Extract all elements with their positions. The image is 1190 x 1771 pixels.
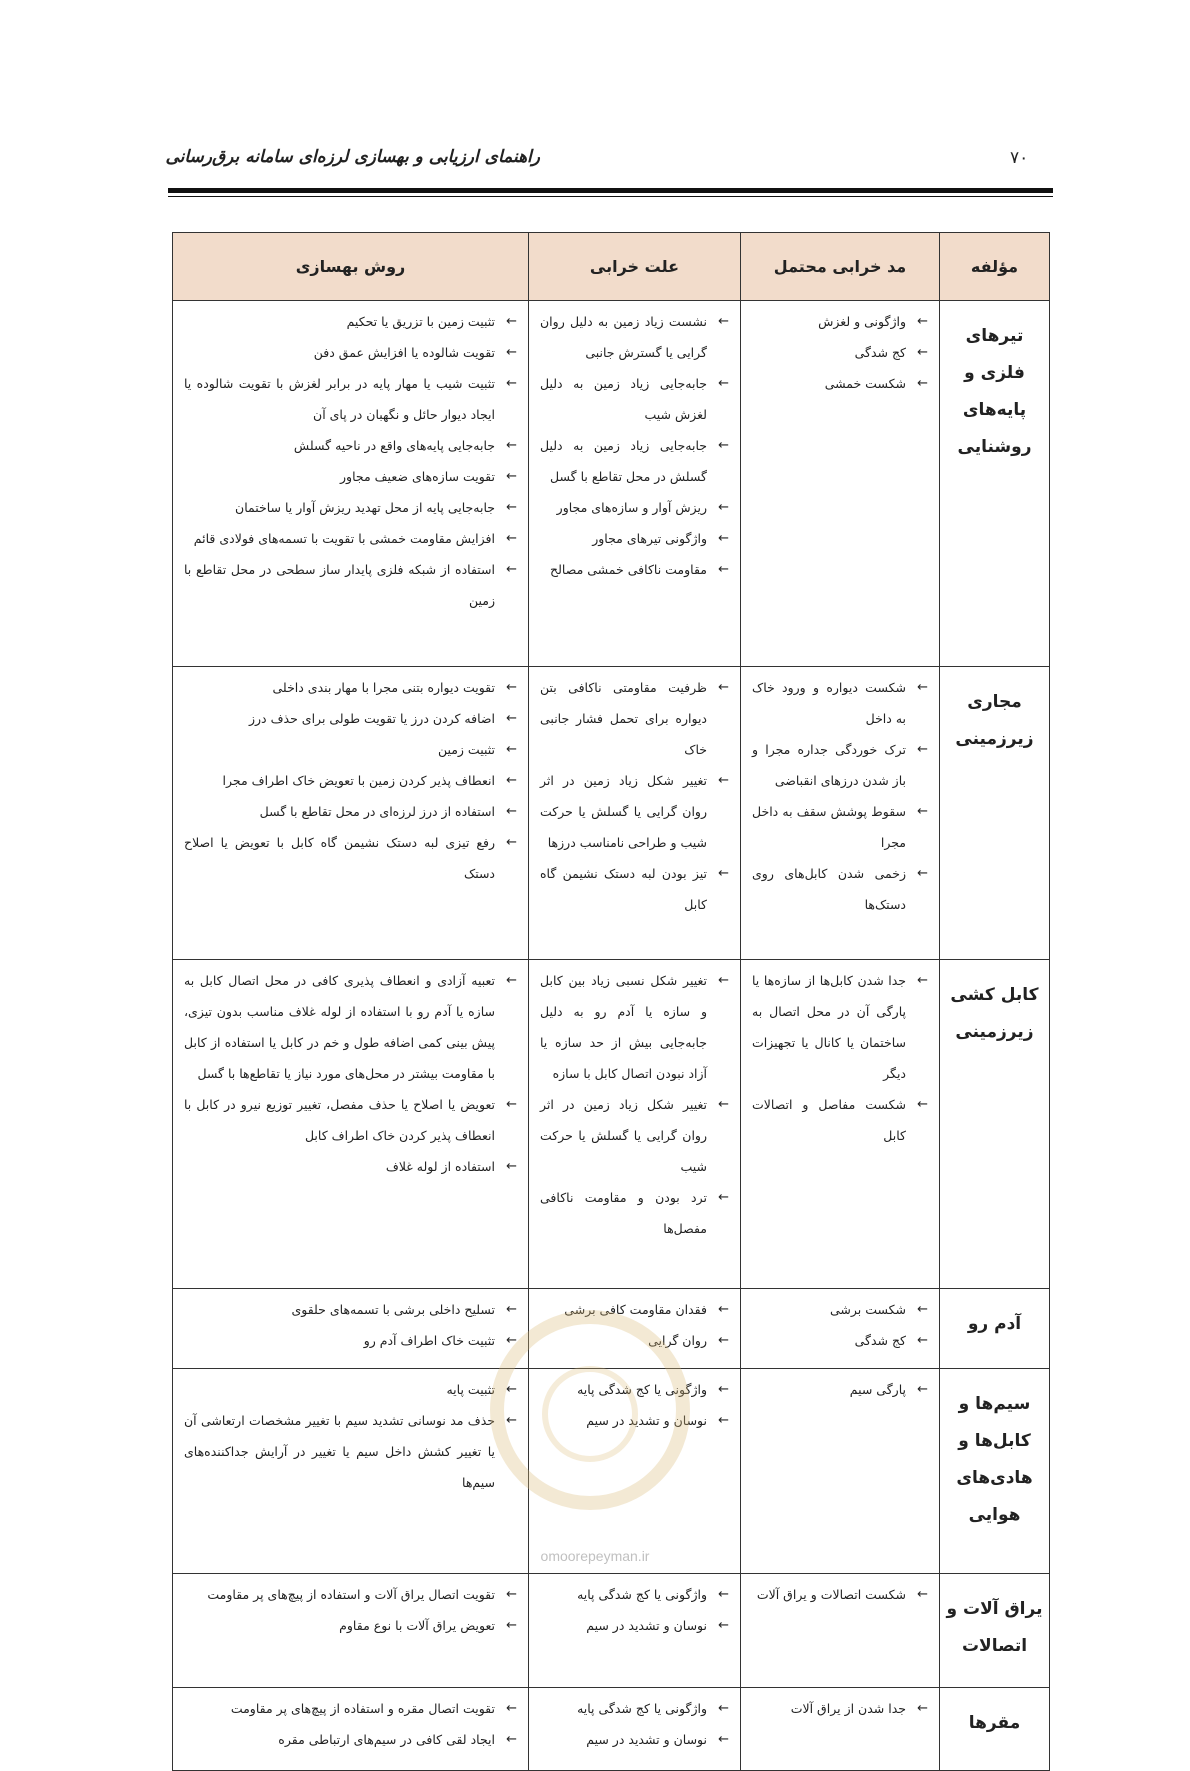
cause-list — [530, 961, 739, 1252]
method-item: ← ایجاد لقی کافی در سیم‌های ارتباطی مقره — [184, 1724, 517, 1755]
table-row — [173, 1574, 1050, 1688]
failure-mode-cell — [741, 1688, 940, 1771]
failure-mode-list — [742, 1575, 938, 1618]
method-item: ← تقویت اتصال مقره و استفاده از پیچ‌های پر مقاومت — [184, 1693, 517, 1724]
component-cell: یراق آلات و اتصالات — [940, 1574, 1050, 1688]
method-cell — [173, 1688, 529, 1771]
watermark-text: omoorepeyman.ir — [540, 1548, 650, 1564]
cause-item: ← نشست زیاد زمین به دلیل روان گرایی یا گسترش جانبی — [540, 306, 729, 368]
failure-mode-cell — [741, 1289, 940, 1369]
cause-item: ← واژگونی یا کج شدگی پایه — [540, 1579, 729, 1610]
method-item: ← استفاده از درز لرزه‌ای در محل تقاطع با گسل — [184, 796, 517, 827]
cause-item: ← ترد بودن و مقاومت ناکافی مفصل‌ها — [540, 1182, 729, 1244]
method-item: ← انعطاف پذیر کردن زمین با تعویض خاک اطراف مجرا — [184, 765, 517, 796]
method-item: ← تسلیح داخلی برشی با تسمه‌های حلقوی — [184, 1294, 517, 1325]
failure-mode-item: ← جدا شدن از یراق آلات — [752, 1693, 928, 1724]
method-list — [174, 1575, 527, 1649]
cause-cell — [529, 960, 741, 1289]
cause-item: ← تغییر شکل زیاد زمین در اثر روان گرایی یا گسلش یا حرکت شیب و طراحی نامناسب درزها — [540, 765, 729, 858]
method-item: ← تقویت اتصال یراق آلات و استفاده از پیچ‌های پر مقاومت — [184, 1579, 517, 1610]
method-item: ← تقویت شالوده یا افزایش عمق دفن — [184, 337, 517, 368]
method-item: ← حذف مد نوسانی تشدید سیم با تغییر مشخصات ارتعاشی آن یا تغییر کشش داخل سیم یا تغییر در آرایش جداکننده‌های سیم‌ها — [184, 1405, 517, 1498]
header-method: روش بهسازی — [173, 233, 529, 301]
method-cell — [173, 667, 529, 960]
method-item: ← تقویت دیواره بتنی مجرا با مهار بندی داخلی — [184, 672, 517, 703]
cause-list — [530, 1290, 739, 1364]
method-list — [174, 302, 527, 624]
cause-item: ← ریزش آوار و سازه‌های مجاور — [540, 492, 729, 523]
failure-mode-item: ← سقوط پوشش سقف به داخل مجرا — [752, 796, 928, 858]
method-item: ← جابه‌جایی پایه‌های واقع در ناحیه گسلش — [184, 430, 517, 461]
cause-item: ← ظرفیت مقاومتی ناکافی بتن دیواره برای تحمل فشار جانبی خاک — [540, 672, 729, 765]
method-cell — [173, 301, 529, 667]
failure-mode-list — [742, 1689, 938, 1732]
table-row — [173, 667, 1050, 960]
table-row — [173, 1688, 1050, 1771]
cause-item: ← روان گرایی — [540, 1325, 729, 1356]
page-number: ۷۰ — [1010, 148, 1029, 168]
method-item: ← تعویض یا اصلاح یا حذف مفصل، تغییر توزیع نیرو در کابل با انعطاف پذیر کردن خاک اطراف کابل — [184, 1089, 517, 1151]
cause-item: ← واژگونی یا کج شدگی پایه — [540, 1374, 729, 1405]
failure-mode-item: ← کج شدگی — [752, 337, 928, 368]
component-cell: تیرهای فلزی و پایه‌های روشنایی — [940, 301, 1050, 667]
failure-mode-item: ← شکست مفاصل و اتصالات کابل — [752, 1089, 928, 1151]
component-cell: آدم رو — [940, 1289, 1050, 1369]
failure-mode-item: ← پارگی سیم — [752, 1374, 928, 1405]
failure-mode-item: ← واژگونی و لغزش — [752, 306, 928, 337]
component-cell: مجاری زیرزمینی — [940, 667, 1050, 960]
cause-item: ← جابه‌جایی زیاد زمین به دلیل گسلش در محل تقاطع با گسل — [540, 430, 729, 492]
failure-mode-cell — [741, 667, 940, 960]
cause-cell — [529, 1289, 741, 1369]
method-item: ← تقویت سازه‌های ضعیف مجاور — [184, 461, 517, 492]
table-row — [173, 1289, 1050, 1369]
component-cell: مقرها — [940, 1688, 1050, 1771]
cause-item: ← واژگونی یا کج شدگی پایه — [540, 1693, 729, 1724]
header-component: مؤلفه — [940, 233, 1050, 301]
method-cell — [173, 1574, 529, 1688]
component-cell: کابل کشی زیرزمینی — [940, 960, 1050, 1289]
method-cell — [173, 1369, 529, 1574]
failure-mode-item: ← شکست برشی — [752, 1294, 928, 1325]
failure-mode-item: ← زخمی شدن کابل‌های روی دستک‌ها — [752, 858, 928, 920]
failure-mode-cell — [741, 1369, 940, 1574]
cause-item: ← واژگونی تیرهای مجاور — [540, 523, 729, 554]
method-item: ← تعبیه آزادی و انعطاف پذیری کافی در محل اتصال کابل به سازه یا آدم رو با استفاده از لوله غلاف مناسب بدون تیزی، پیش بینی کمی اضافه طول و خم در کابل یا استفاده از کابل با مقاومت بیشتر در محل‌های مورد نیاز یا تقاطع‌ها با گسل — [184, 965, 517, 1089]
table-header-row — [173, 233, 1050, 301]
failure-mode-list — [742, 961, 938, 1159]
method-list — [174, 1290, 527, 1364]
method-item: ← اضافه کردن درز یا تقویت طولی برای حذف درز — [184, 703, 517, 734]
method-item: ← رفع تیزی لبه دستک نشیمن گاه کابل با تعویض یا اصلاح دستک — [184, 827, 517, 889]
failure-mode-item: ← شکست خمشی — [752, 368, 928, 399]
header-failure-mode: مد خرابی محتمل — [741, 233, 940, 301]
header-rule-thick — [168, 188, 1053, 193]
failure-mode-list — [742, 302, 938, 407]
method-list — [174, 668, 527, 897]
method-item: ← جابه‌جایی پایه از محل تهدید ریزش آوار یا ساختمان — [184, 492, 517, 523]
cause-list — [530, 1689, 739, 1763]
method-list — [174, 961, 527, 1190]
cause-item: ← مقاومت ناکافی خمشی مصالح — [540, 554, 729, 585]
failure-mode-item: ← ترک خوردگی جداره مجرا و باز شدن درزهای انقباضی — [752, 734, 928, 796]
failure-mode-list — [742, 668, 938, 928]
failure-mode-cell — [741, 960, 940, 1289]
method-item: ← تعویض یراق آلات با نوع مقاوم — [184, 1610, 517, 1641]
cause-item: ← تیز بودن لبه دستک نشیمن گاه کابل — [540, 858, 729, 920]
failure-mode-item: ← شکست اتصالات و یراق آلات — [752, 1579, 928, 1610]
cause-cell — [529, 301, 741, 667]
method-item: ← استفاده از لوله غلاف — [184, 1151, 517, 1182]
cause-item: ← تغییر شکل نسبی زیاد بین کابل و سازه یا آدم رو به دلیل جابه‌جایی بیش از حد سازه یا آزاد نبودن اتصال کابل با سازه — [540, 965, 729, 1089]
method-item: ← استفاده از شبکه فلزی پایدار ساز سطحی در محل تقاطع با زمین — [184, 554, 517, 616]
method-list — [174, 1689, 527, 1763]
failure-mode-item: ← شکست دیواره و ورود خاک به داخل — [752, 672, 928, 734]
cause-list — [530, 1575, 739, 1649]
method-item: ← تثبیت زمین با تزریق یا تحکیم — [184, 306, 517, 337]
failure-mode-item: ← کج شدگی — [752, 1325, 928, 1356]
cause-list — [530, 1370, 739, 1444]
cause-item: ← نوسان و تشدید در سیم — [540, 1405, 729, 1436]
cause-list — [530, 668, 739, 928]
component-cell: سیم‌ها و کابل‌ها و هادی‌های هوایی — [940, 1369, 1050, 1574]
method-item: ← تثبیت زمین — [184, 734, 517, 765]
method-list — [174, 1370, 527, 1506]
header-rule-thin — [168, 196, 1053, 197]
cause-item: ← نوسان و تشدید در سیم — [540, 1610, 729, 1641]
method-item: ← تثبیت خاک اطراف آدم رو — [184, 1325, 517, 1356]
cause-item: ← نوسان و تشدید در سیم — [540, 1724, 729, 1755]
method-item: ← تثبیت پایه — [184, 1374, 517, 1405]
header-cause: علت خرابی — [529, 233, 741, 301]
cause-cell — [529, 1574, 741, 1688]
method-cell — [173, 960, 529, 1289]
failure-mode-cell — [741, 1574, 940, 1688]
cause-item: ← فقدان مقاومت کافی برشی — [540, 1294, 729, 1325]
cause-list — [530, 302, 739, 593]
method-cell — [173, 1289, 529, 1369]
method-item: ← افزایش مقاومت خمشی با تقویت با تسمه‌های فولادی قائم — [184, 523, 517, 554]
cause-cell — [529, 667, 741, 960]
cause-item: ← جابه‌جایی زیاد زمین به دلیل لغزش شیب — [540, 368, 729, 430]
table-row — [173, 960, 1050, 1289]
retrofit-table — [172, 232, 1050, 1771]
failure-mode-item: ← جدا شدن کابل‌ها از سازه‌ها یا پارگی آن در محل اتصال به ساختمان یا کانال یا تجهیزات دیگر — [752, 965, 928, 1089]
failure-mode-list — [742, 1290, 938, 1364]
table-row — [173, 301, 1050, 667]
cause-cell — [529, 1688, 741, 1771]
cause-cell — [529, 1369, 741, 1574]
running-head-title: راهنمای ارزیابی و بهسازی لرزه‌ای سامانه برق‌رسانی — [165, 147, 540, 167]
cause-item: ← تغییر شکل زیاد زمین در اثر روان گرایی یا گسلش یا حرکت شیب — [540, 1089, 729, 1182]
method-item: ← تثبیت شیب یا مهار پایه در برابر لغزش با تقویت شالوده یا ایجاد دیوار حائل و نگهبان در پای آن — [184, 368, 517, 430]
failure-mode-list — [742, 1370, 938, 1413]
table-row — [173, 1369, 1050, 1574]
failure-mode-cell — [741, 301, 940, 667]
